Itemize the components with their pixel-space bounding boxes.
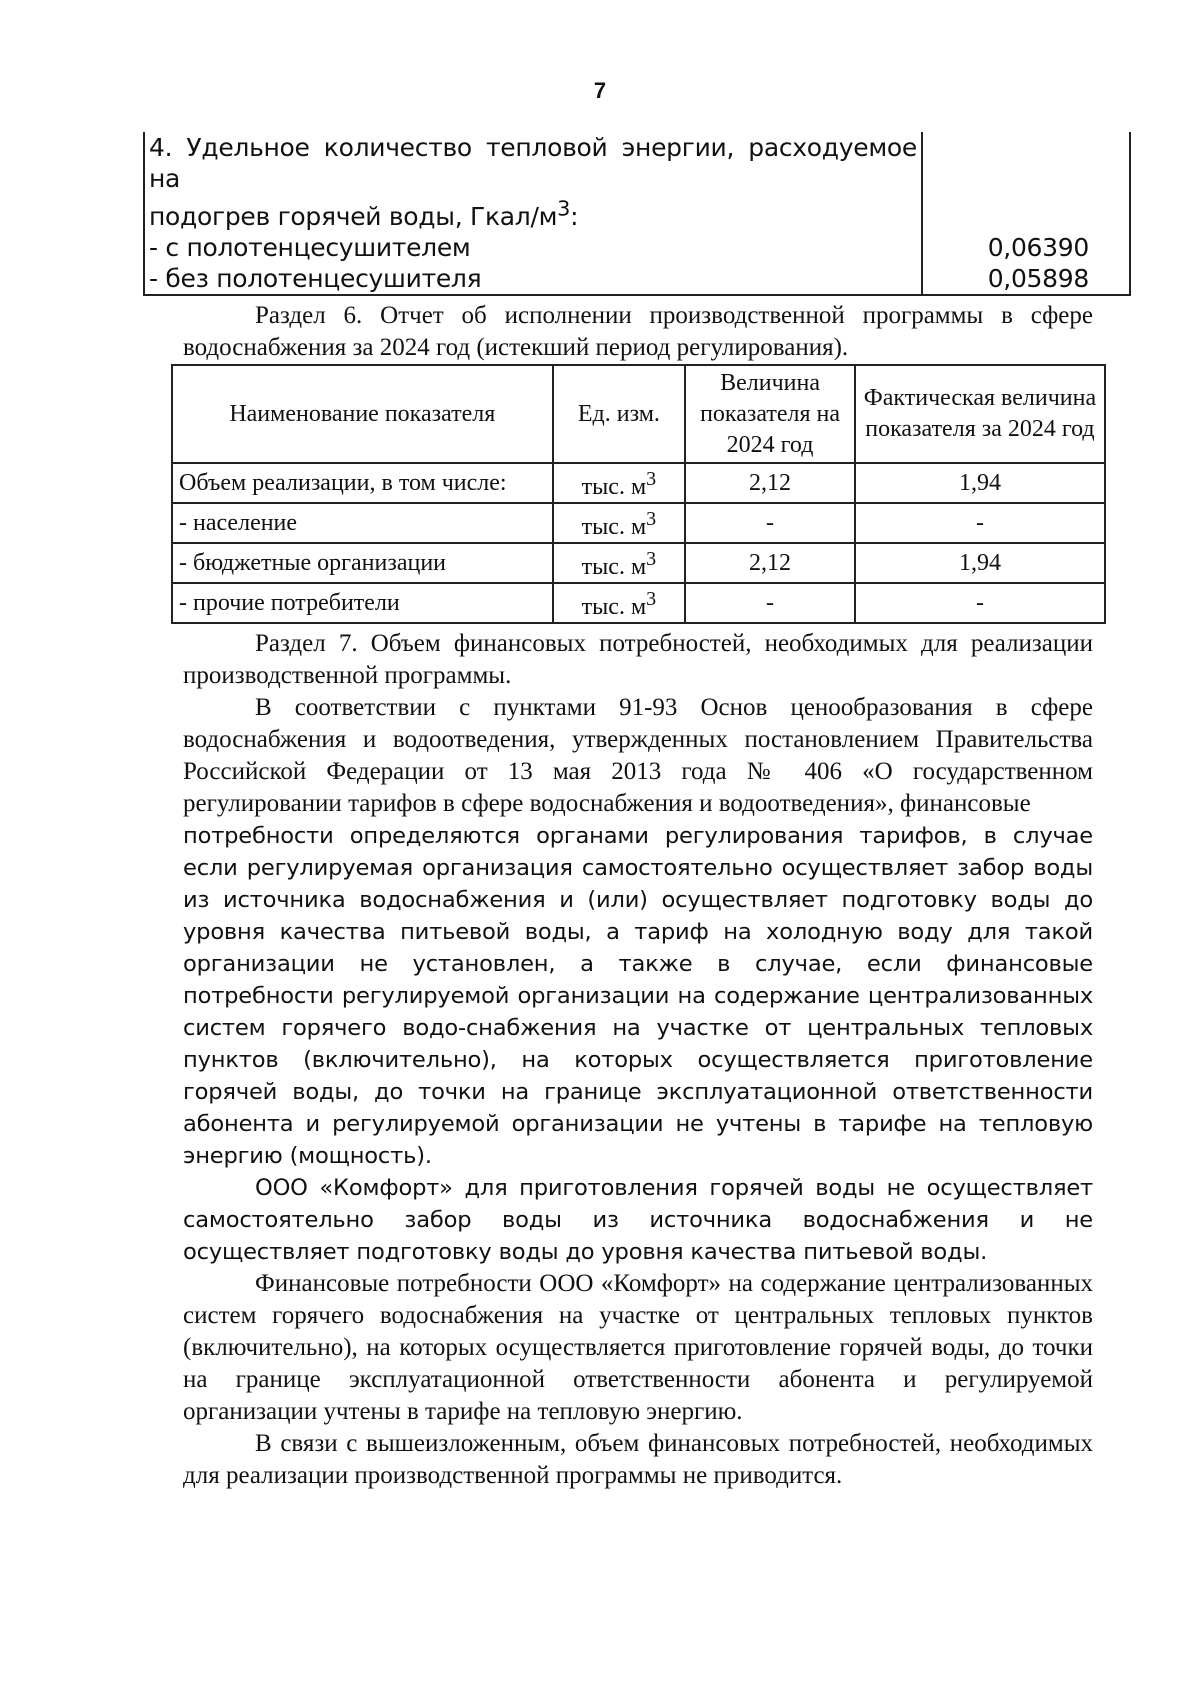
heat-energy-table: [143, 132, 1131, 296]
row-plan: 2,12: [685, 543, 855, 583]
heading-line-2: подогрев горячей воды, Гкал/$м^3$:: [149, 197, 579, 232]
row-name: - прочие потребители: [172, 583, 553, 623]
header-planned-value: Величина показателя на 2024 год: [685, 365, 855, 463]
section-7-body: [183, 628, 1093, 1492]
table-row: [172, 583, 1105, 623]
paragraph-4: В связи с вышеизложенным, объем финансовых потребностей, необходимых для реализации производственной программы не приводится.: [183, 1430, 1093, 1489]
table-header-row: [172, 365, 1105, 463]
header-actual-value: Фактическая величина показателя за 2024 год: [855, 365, 1105, 463]
row-plan: -: [685, 583, 855, 623]
row-fact: -: [855, 503, 1105, 543]
table-row: [172, 463, 1105, 503]
row-value: 0,05898: [922, 263, 1130, 295]
row-plan: 2,12: [685, 463, 855, 503]
row-fact: -: [855, 583, 1105, 623]
paragraph-1a: В соответствии с пунктами 91-93 Основ ценообразования в сфере водоснабжения и водоотведения, утвержденных постановлением Правительства Российской Федерации от 13 мая 2013 года № 406 «О государственном регулировании тарифов в сфере водоснабжения и водоотведения», финансовые: [183, 694, 1093, 817]
table-row: [172, 503, 1105, 543]
table-row: [172, 543, 1105, 583]
row-name: - население: [172, 503, 553, 543]
section-6-title: Раздел 6. Отчет об исполнении производственной программы в сфере водоснабжения за 2024 год (истекший период регулирования).: [183, 302, 1093, 361]
section-6-title-block: [183, 300, 1093, 364]
row-name: - бюджетные организации: [172, 543, 553, 583]
table-row: [144, 132, 1130, 232]
row-unit: тыс. $м^3$: [553, 503, 686, 543]
page-number: 7: [593, 78, 607, 103]
header-indicator-name: Наименование показателя: [172, 365, 553, 463]
table-cell-empty: [922, 132, 1130, 232]
row-unit: тыс. $м^3$: [553, 543, 686, 583]
table-row: [144, 263, 1130, 295]
section-7-title: Раздел 7. Объем финансовых потребностей, необходимых для реализации производственной программы.: [183, 630, 1093, 689]
row-unit: тыс. $м^3$: [553, 463, 686, 503]
table-cell-heading: [144, 132, 922, 232]
header-unit: Ед. изм.: [553, 365, 686, 463]
row-plan: -: [685, 503, 855, 543]
row-value: 0,06390: [922, 232, 1130, 263]
row-fact: 1,94: [855, 463, 1105, 503]
row-unit: тыс. $м^3$: [553, 583, 686, 623]
paragraph-1b: потребности определяются органами регулирования тарифов, в случае если регулируемая организация самостоятельно осуществляет забор воды из источника водоснабжения и (или) осуществляет подготовку воды до уровня качества питьевой воды, а тариф на холодную воду для такой организации не установлен, а также в случае, если финансовые потребности регулируемой организации на содержание централизованных систем горячего водо-снабжения на участке от центральных тепловых пунктов (включительно), на которых осуществляется приготовление горячей воды, до точки на границе эксплуатационной ответственности абонента и регулируемой организации не учтены в тарифе на тепловую энергию (мощность).: [183, 823, 1093, 1169]
row-label: - без полотенцесушителя: [144, 263, 922, 295]
paragraph-2: ООО «Комфорт» для приготовления горячей воды не осуществляет самостоятельно забор воды из источника водоснабжения и не осуществляет подготовку воды до уровня качества питьевой воды.: [183, 1175, 1093, 1265]
heading-line-1: 4. Удельное количество тепловой энергии, расходуемое на: [149, 133, 917, 193]
production-report-table: [171, 364, 1106, 624]
paragraph-3: Финансовые потребности ООО «Комфорт» на содержание централизованных систем горячего водоснабжения на участке от центральных тепловых пунктов (включительно), на которых осуществляется приготовление горячей воды, до точки на границе эксплуатационной ответственности абонента и регулируемой организации учтены в тарифе на тепловую энергию.: [183, 1270, 1093, 1425]
row-label: - с полотенцесушителем: [144, 232, 922, 263]
table-row: [144, 232, 1130, 263]
row-fact: 1,94: [855, 543, 1105, 583]
row-name: Объем реализации, в том числе:: [172, 463, 553, 503]
